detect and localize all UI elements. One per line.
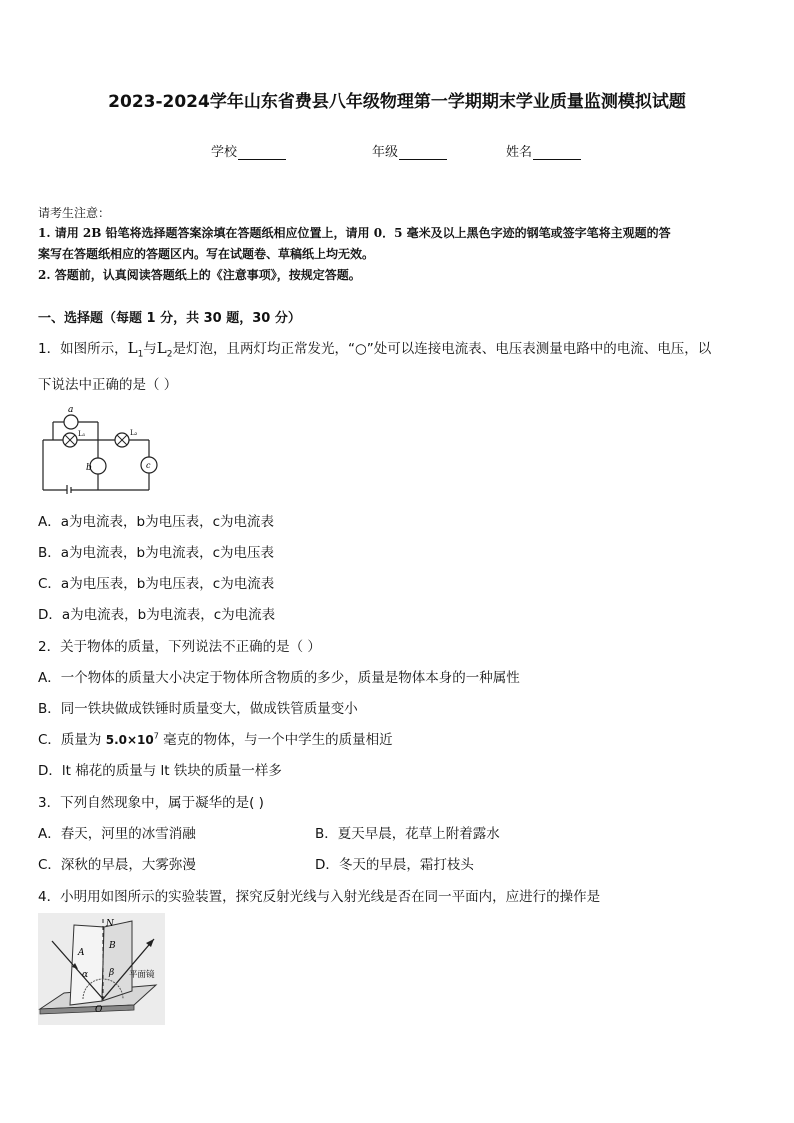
- board-b-icon: [102, 921, 132, 1001]
- meter-b-icon: [90, 458, 106, 474]
- q1-stem-line1: 1．如图所示，$L_1$与$L_2$是灯泡，且两灯均正常发光，“○”处可以连接电流表、电压表测量电路中的电流、电压，以: [38, 339, 712, 360]
- label-o: O: [95, 1005, 103, 1015]
- label-n: N: [106, 919, 114, 929]
- q2-stem: 2．关于物体的质量，下列说法不正确的是（ ）: [38, 639, 321, 655]
- q2-option-b: B．同一铁块做成铁锤时质量变大，做成铁管质量变小: [38, 701, 358, 717]
- name-label: 姓名: [506, 145, 533, 160]
- label-c: c: [146, 461, 151, 470]
- q3-option-c: C．深秋的早晨，大雾弥漫: [38, 857, 196, 873]
- notice-heading: 请考生注意：: [38, 206, 111, 220]
- q3-option-b: B．夏天早晨，花草上附着露水: [315, 826, 500, 842]
- q1-option-b: B．a为电流表，b为电流表，c为电压表: [38, 545, 275, 561]
- notice-item2: 2. 答题前，认真阅读答题纸上的《注意事项》，按规定答题。: [38, 268, 361, 282]
- meter-a-icon: [64, 415, 78, 429]
- school-blank: [238, 146, 286, 160]
- label-board-b: B: [109, 941, 116, 951]
- label-alpha: α: [82, 970, 89, 980]
- q1-option-d: D．a为电流表，b为电流表，c为电流表: [38, 607, 276, 623]
- label-l2: L₂: [130, 429, 138, 437]
- lamp-l1-icon: [63, 433, 77, 447]
- grade-field: [372, 141, 447, 160]
- reflection-apparatus-figure: [38, 913, 165, 1025]
- notice-item1-line1: 1. 请用 2B 铅笔将选择题答案涂填在答题纸相应位置上，请用 0．5 毫米及以上黑色字迹的钢笔或签字笔将主观题的答: [38, 226, 671, 240]
- label-mirror: 平面镜: [129, 970, 155, 980]
- label-a: a: [68, 405, 74, 415]
- q2-option-c: C．质量为 $5.0\times 10^7$ 毫克的物体，与一个中学生的质量相近: [38, 731, 393, 748]
- circuit-diagram: [38, 402, 158, 494]
- label-l1: L₁: [78, 430, 86, 438]
- q1-stem-line2: 下说法中正确的是（ ）: [38, 377, 178, 393]
- q2-option-a: A．一个物体的质量大小决定于物体所含物质的多少，质量是物体本身的一种属性: [38, 670, 520, 686]
- q4-stem: 4．小明用如图所示的实验装置，探究反射光线与入射光线是否在同一平面内，应进行的操作是: [38, 889, 601, 905]
- label-beta: β: [109, 968, 115, 978]
- page-title: 2023-2024学年山东省费县八年级物理第一学期期末学业质量监测模拟试题: [108, 92, 686, 112]
- q1-option-c: C．a为电压表，b为电压表，c为电流表: [38, 576, 275, 592]
- label-b: b: [86, 463, 92, 473]
- notice-item1-line2: 案写在答题纸相应的答题区内。写在试题卷、草稿纸上均无效。: [38, 247, 375, 261]
- lamp-l2-icon: [115, 433, 129, 447]
- grade-blank: [399, 146, 447, 160]
- name-blank: [533, 146, 581, 160]
- school-label: 学校: [211, 145, 238, 160]
- q3-option-a: A．春天，河里的冰雪消融: [38, 826, 196, 842]
- name-field: [506, 141, 581, 160]
- school-field: [211, 141, 286, 160]
- label-board-a: A: [78, 948, 85, 958]
- section1-heading: 一、选择题（每题 1 分，共 30 题，30 分）: [38, 311, 301, 326]
- q3-stem: 3．下列自然现象中，属于凝华的是( ): [38, 795, 264, 811]
- q3-option-d: D．冬天的早晨，霜打枝头: [315, 857, 474, 873]
- q1-option-a: A．a为电流表，b为电压表，c为电流表: [38, 514, 274, 530]
- grade-label: 年级: [372, 145, 399, 160]
- q2-option-d: D．lt 棉花的质量与 lt 铁块的质量一样多: [38, 763, 282, 779]
